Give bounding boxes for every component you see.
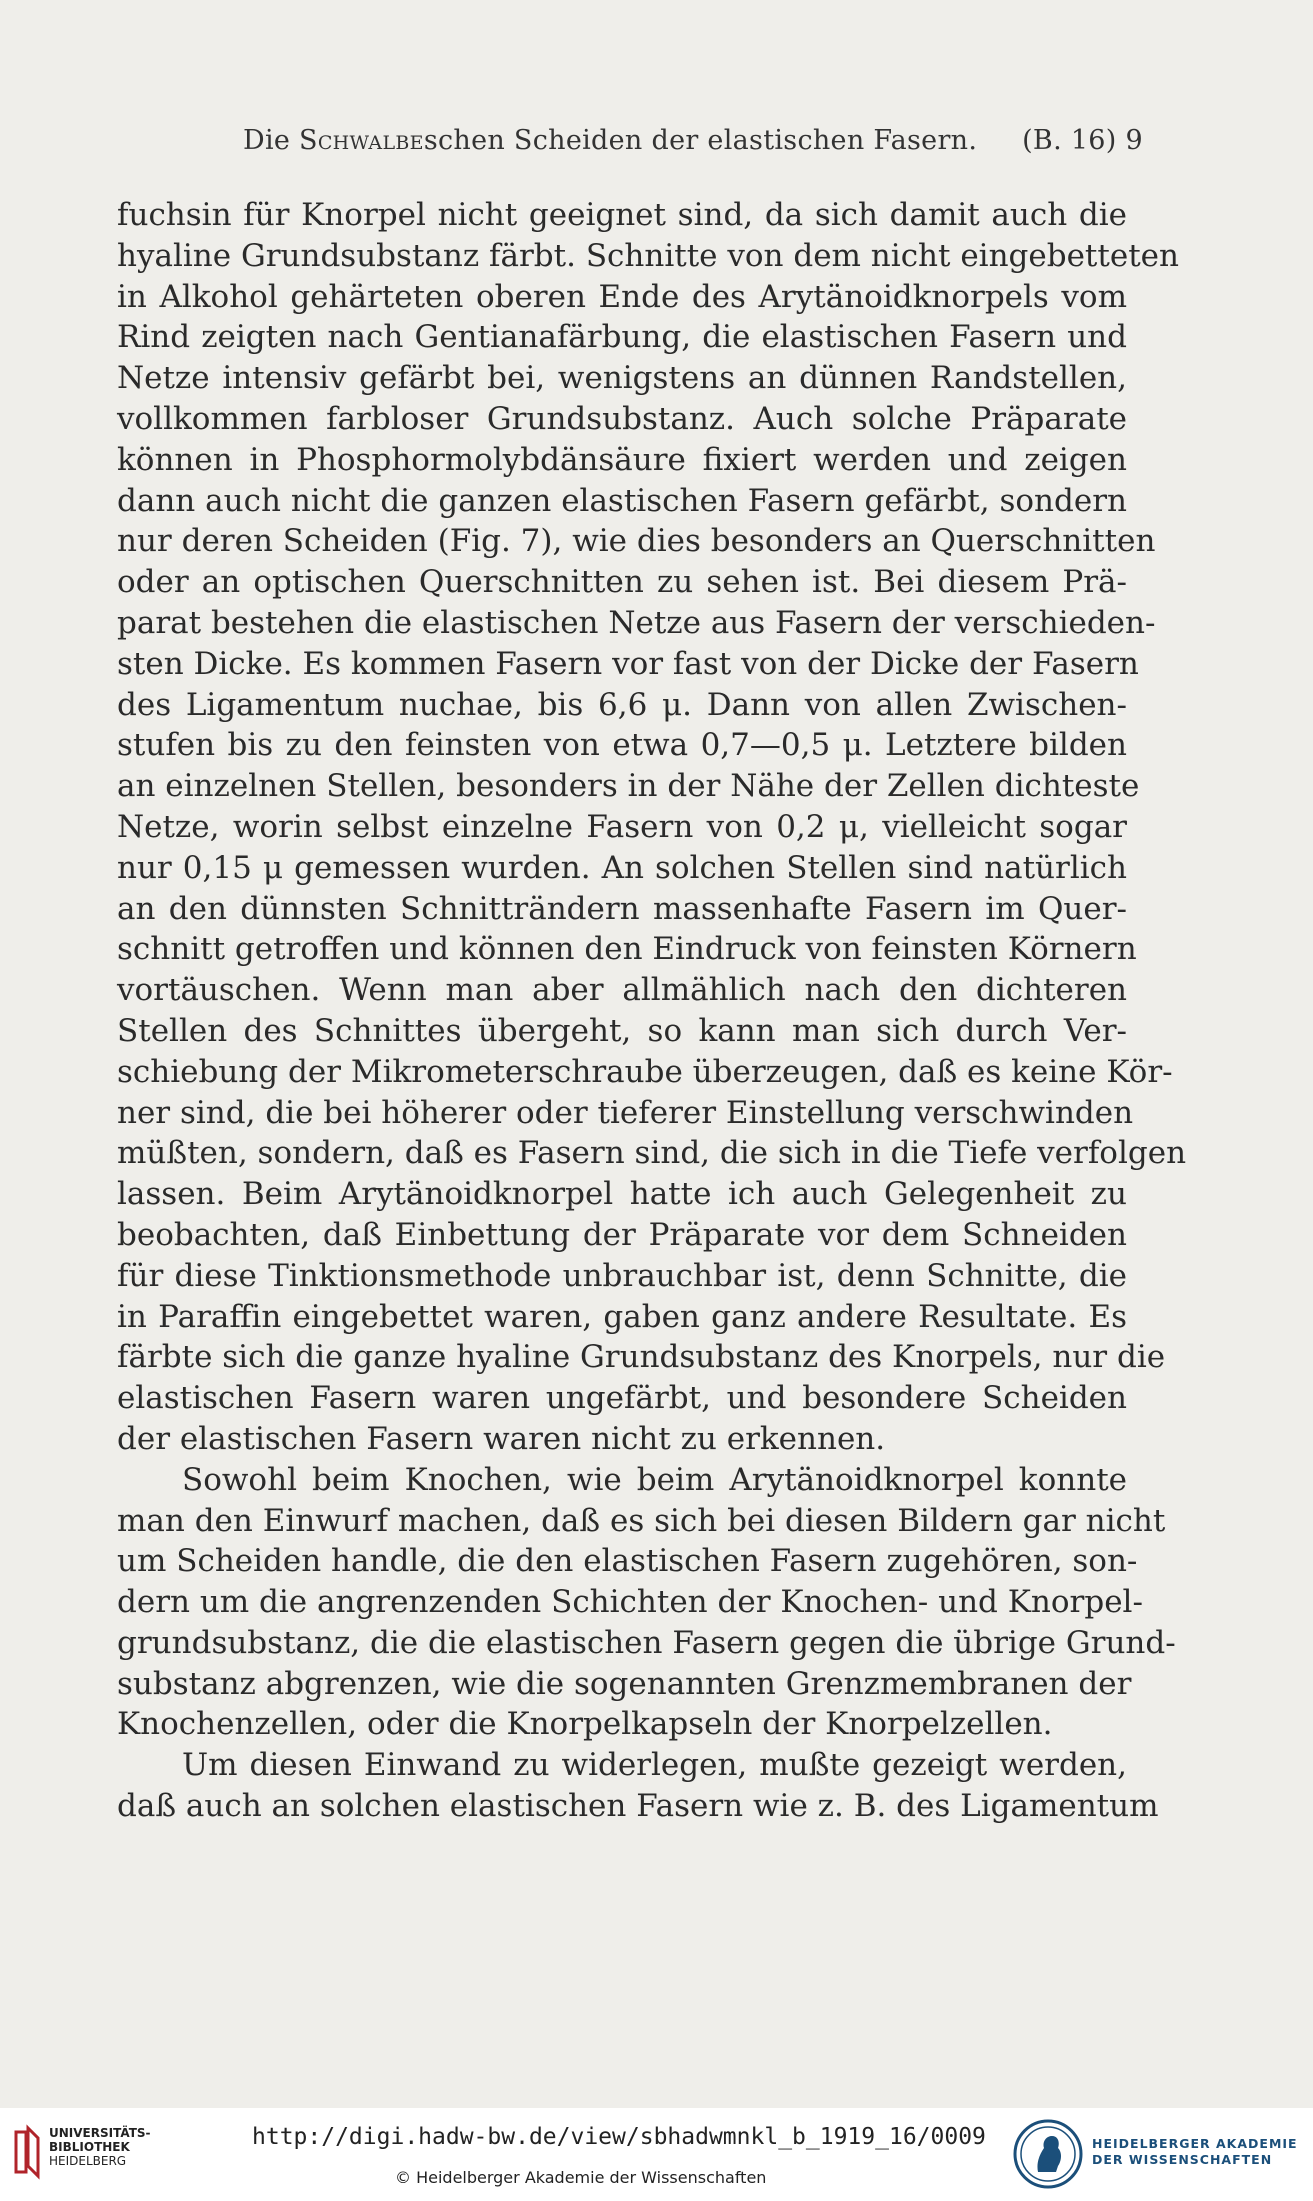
text-line: vollkommen farbloser Grundsubstanz. Auch solche Präparate (117, 400, 1127, 437)
university-library-logo-icon (14, 2122, 40, 2182)
text-line: in Paraffin eingebettet waren, gaben ganz andere Resultate. Es (117, 1298, 1127, 1335)
university-library-name: UNIVERSITÄTS- BIBLIOTHEK HEIDELBERG (49, 2126, 151, 2168)
text-line: an den dünnsten Schnitträndern massenhafte Fasern im Quer- (117, 890, 1127, 927)
text-line: substanz abgrenzen, wie die sogenannten Grenzmembranen der (117, 1665, 1132, 1702)
text-line: der elastischen Fasern waren nicht zu erkennen. (117, 1420, 886, 1457)
text-line: Sowohl beim Knochen, wie beim Arytänoidknorpel konnte (182, 1461, 1127, 1498)
text-line: Rind zeigten nach Gentianafärbung, die elastischen Fasern und (117, 319, 1127, 356)
text-line: müßten, sondern, daß es Fasern sind, die sich in die Tiefe verfolgen (117, 1135, 1187, 1172)
text-line: in Alkohol gehärteten oberen Ende des Arytänoidknorpels vom (117, 278, 1127, 315)
text-line: sten Dicke. Es kommen Fasern vor fast von der Dicke der Fasern (117, 645, 1139, 682)
text-line: an einzelnen Stellen, besonders in der Nähe der Zellen dichteste (117, 768, 1140, 805)
text-line: daß auch an solchen elastischen Fasern wie z. B. des Ligamentum (117, 1788, 1159, 1825)
text-line: beobachten, daß Einbettung der Präparate vor dem Schneiden (117, 1216, 1127, 1253)
text-line: dern um die angrenzenden Schichten der Knochen- und Knorpel- (117, 1584, 1143, 1621)
header-title-smallcaps: Schwalbe (299, 125, 424, 156)
text-line: hyaline Grundsubstanz färbt. Schnitte von dem nicht eingebetteten (117, 237, 1179, 274)
text-line: Stellen des Schnittes übergeht, so kann man sich durch Ver- (117, 1012, 1127, 1049)
text-line: elastischen Fasern waren ungefärbt, und besondere Scheiden (117, 1380, 1127, 1417)
header-page-ref: (B. 16) 9 (1022, 125, 1143, 156)
text-line: grundsubstanz, die die elastischen Fasern gegen die übrige Grund- (117, 1624, 1176, 1661)
text-line: des Ligamentum nuchae, bis 6,6 μ. Dann von allen Zwischen- (117, 686, 1127, 723)
text-line: färbte sich die ganze hyaline Grundsubstanz des Knorpels, nur die (117, 1339, 1166, 1376)
text-line: Knochenzellen, oder die Knorpelkapseln der Knorpelzellen. (117, 1706, 1053, 1743)
text-line: nur deren Scheiden (Fig. 7), wie dies besonders an Querschnitten (117, 523, 1156, 560)
text-line: um Scheiden handle, die den elastischen Fasern zugehören, son- (117, 1543, 1138, 1580)
text-line: nur 0,15 μ gemessen wurden. An solchen Stellen sind natürlich (117, 849, 1127, 886)
academy-seal-icon (1012, 2118, 1084, 2190)
document-url-link[interactable]: http://digi.hadw-bw.de/view/sbhadwmnkl_b_1919_16/0009 (252, 2124, 986, 2150)
text-line: können in Phosphormolybdänsäure fixiert werden und zeigen (117, 441, 1127, 478)
text-line: fuchsin für Knorpel nicht geeignet sind, da sich damit auch die (117, 197, 1127, 233)
text-line: lassen. Beim Arytänoidknorpel hatte ich auch Gelegenheit zu (117, 1176, 1127, 1213)
text-line: dann auch nicht die ganzen elastischen Fasern gefärbt, sondern (117, 482, 1127, 519)
text-line: Netze intensiv gefärbt bei, wenigstens an dünnen Randstellen, (117, 360, 1127, 397)
footer-bar (0, 2108, 1313, 2201)
text-line: Netze, worin selbst einzelne Fasern von 0,2 μ, vielleicht sogar (117, 808, 1127, 845)
text-line: ner sind, die bei höherer oder tieferer Einstellung verschwinden (117, 1094, 1134, 1131)
text-line: Um diesen Einwand zu widerlegen, mußte gezeigt werden, (182, 1747, 1127, 1784)
header-title-rest: schen Scheiden der elastischen Fasern. (423, 125, 978, 156)
text-line: stufen bis zu den feinsten von etwa 0,7—0,5 μ. Letztere bilden (117, 727, 1127, 764)
header-title-prefix: Die (243, 125, 300, 156)
text-line: für diese Tinktionsmethode unbrauchbar ist, denn Schnitte, die (117, 1257, 1127, 1294)
text-line: man den Einwurf machen, daß es sich bei diesen Bildern gar nicht (117, 1502, 1166, 1539)
text-line: vortäuschen. Wenn man aber allmählich nach den dichteren (117, 972, 1127, 1009)
copyright-text: © Heidelberger Akademie der Wissenschaften (395, 2168, 767, 2187)
text-line: schnitt getroffen und können den Eindruck von feinsten Körnern (117, 931, 1137, 968)
running-header (243, 125, 1143, 156)
body-text (117, 195, 1187, 1827)
text-line: schiebung der Mikrometerschraube überzeugen, daß es keine Kör- (117, 1053, 1173, 1090)
text-line: oder an optischen Querschnitten zu sehen ist. Bei diesem Prä- (117, 564, 1127, 601)
text-line: parat bestehen die elastischen Netze aus Fasern der verschieden- (117, 604, 1156, 641)
academy-name: HEIDELBERGER AKADEMIE DER WISSENSCHAFTEN (1092, 2136, 1298, 2167)
